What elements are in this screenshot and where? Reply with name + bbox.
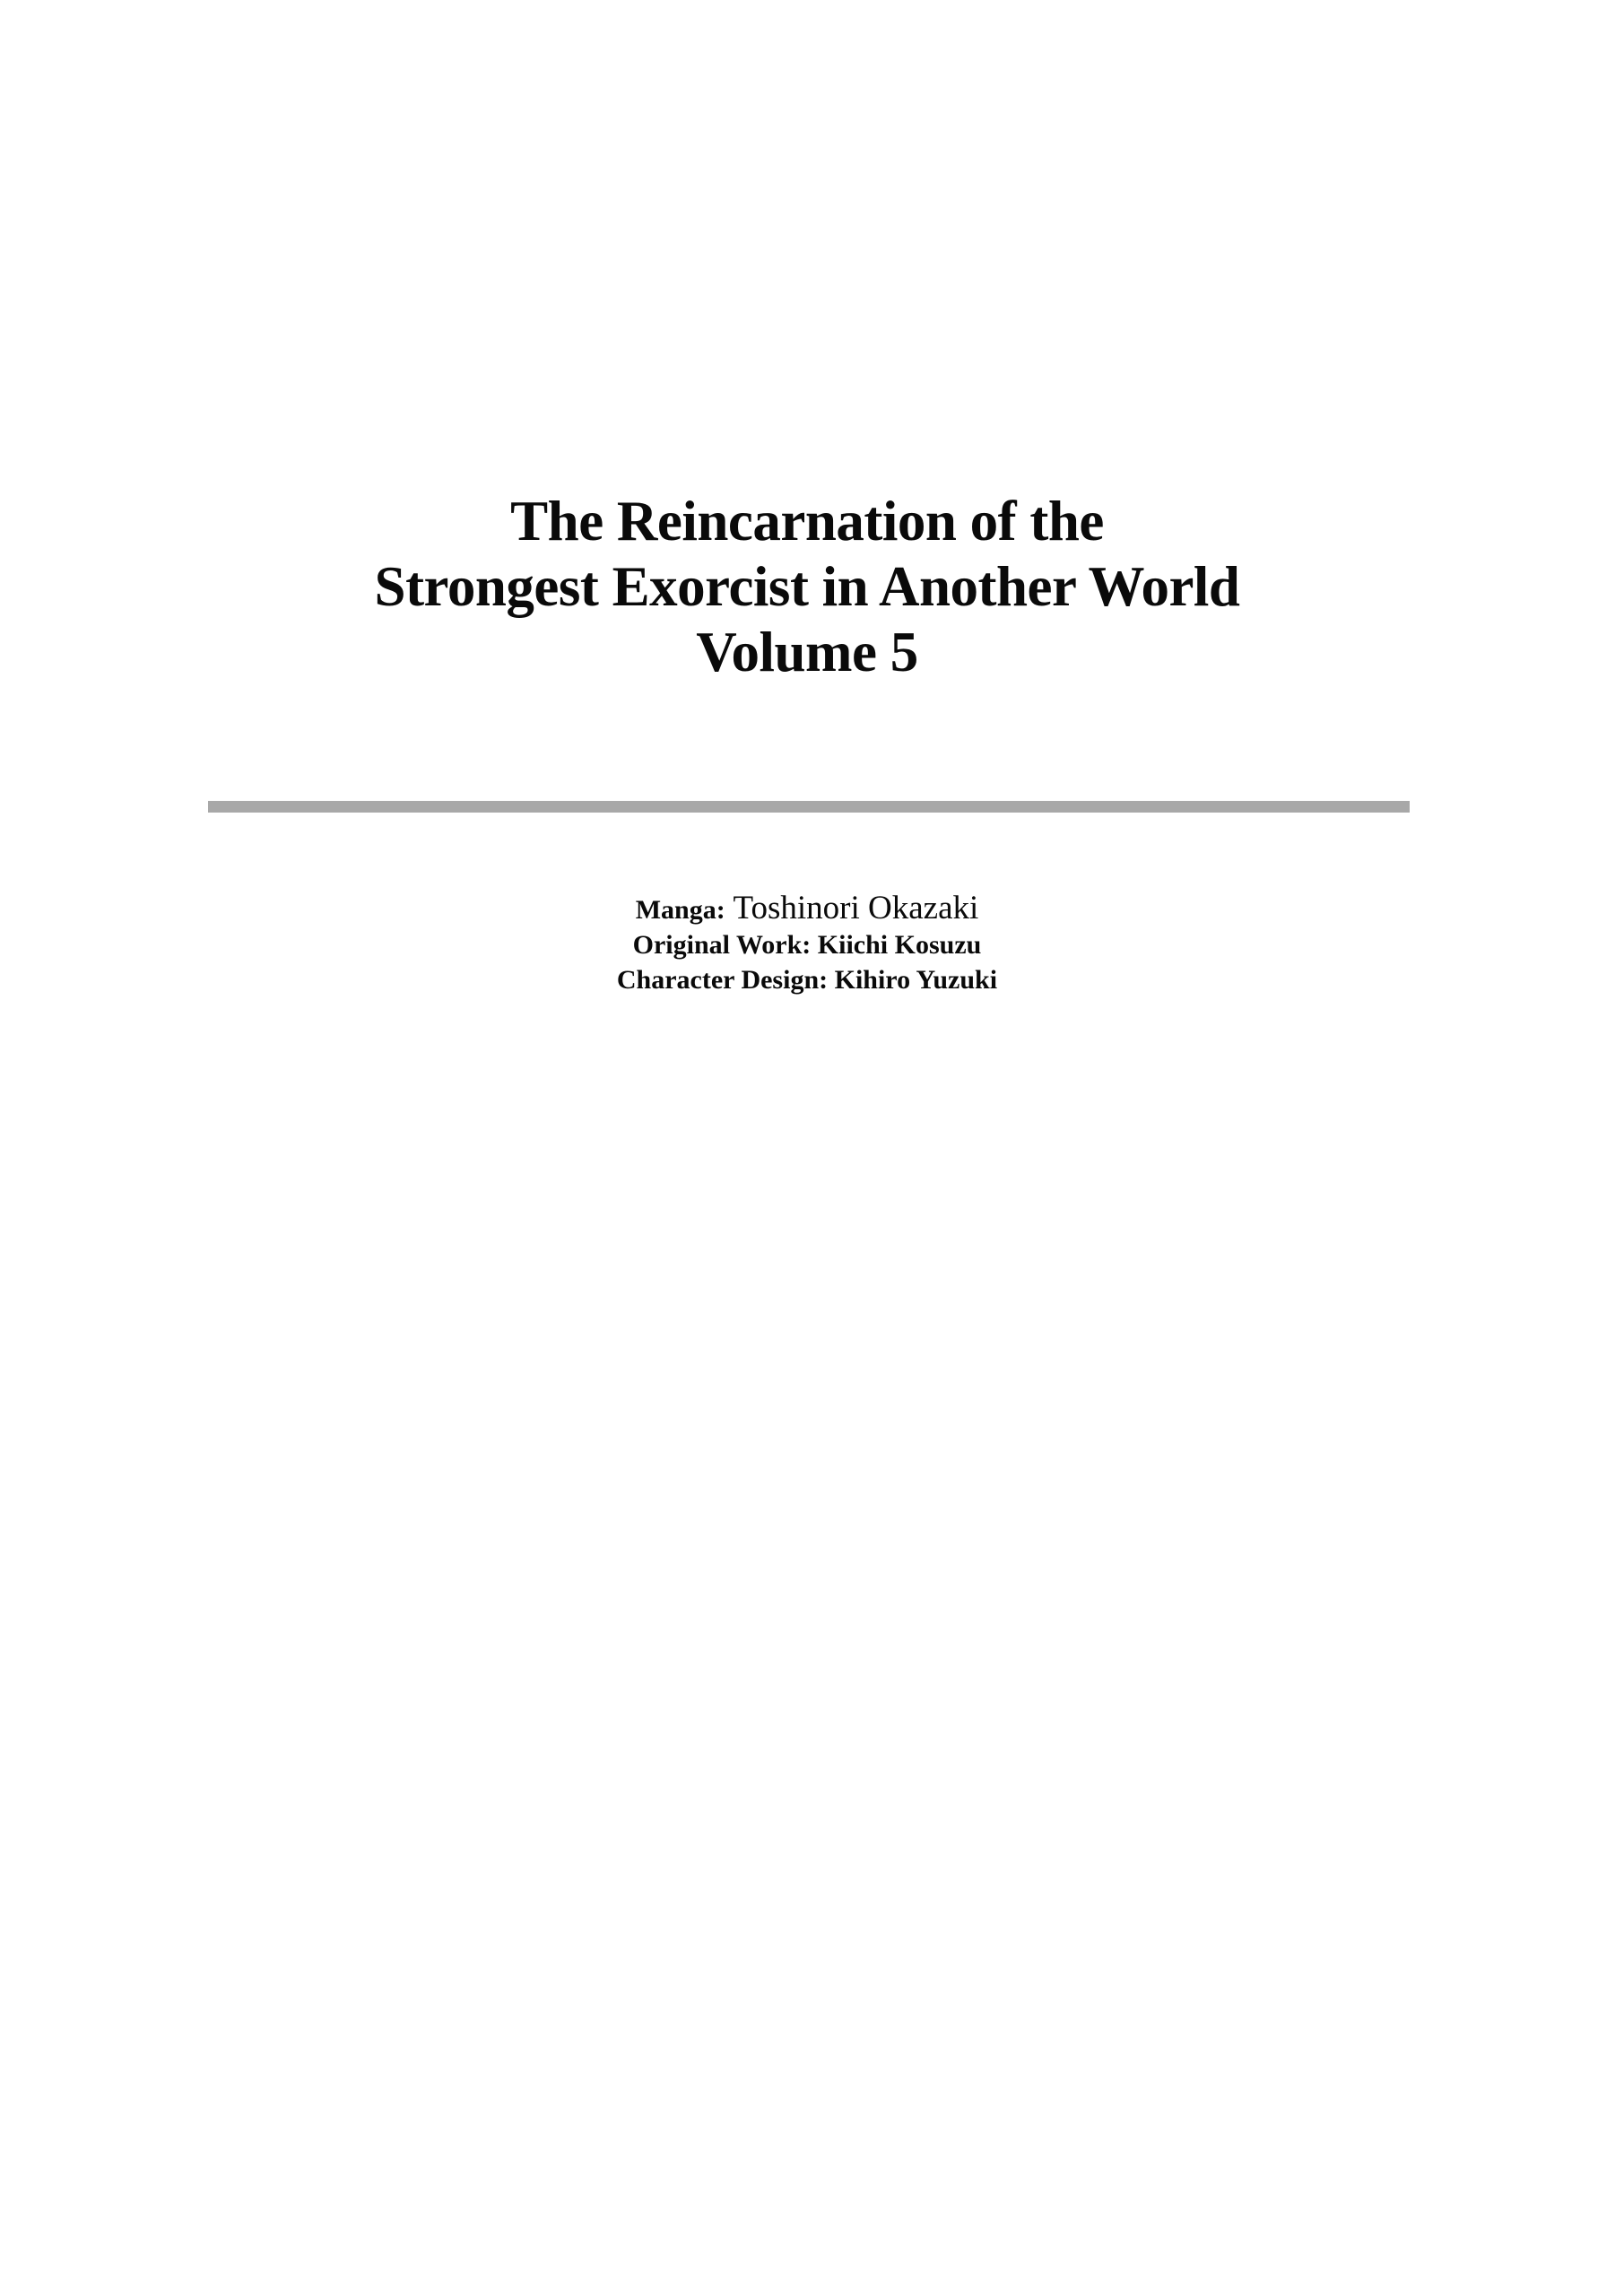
title-line-3: Volume 5 xyxy=(696,621,918,684)
credit-manga-name: Toshinori Okazaki xyxy=(733,890,979,926)
credit-character-design: Character Design: Kihiro Yuzuki xyxy=(616,964,998,995)
title-line-1: The Reincarnation of the xyxy=(510,490,1104,552)
credit-original-work: Original Work: Kiichi Kosuzu xyxy=(632,930,982,961)
page-title xyxy=(206,489,1408,685)
title-line-2: Strongest Exorcist in Another World xyxy=(374,555,1240,619)
credit-manga xyxy=(206,888,1408,928)
horizontal-divider xyxy=(208,801,1410,813)
credits xyxy=(206,888,1408,997)
credit-manga-label: Manga: xyxy=(635,895,725,925)
